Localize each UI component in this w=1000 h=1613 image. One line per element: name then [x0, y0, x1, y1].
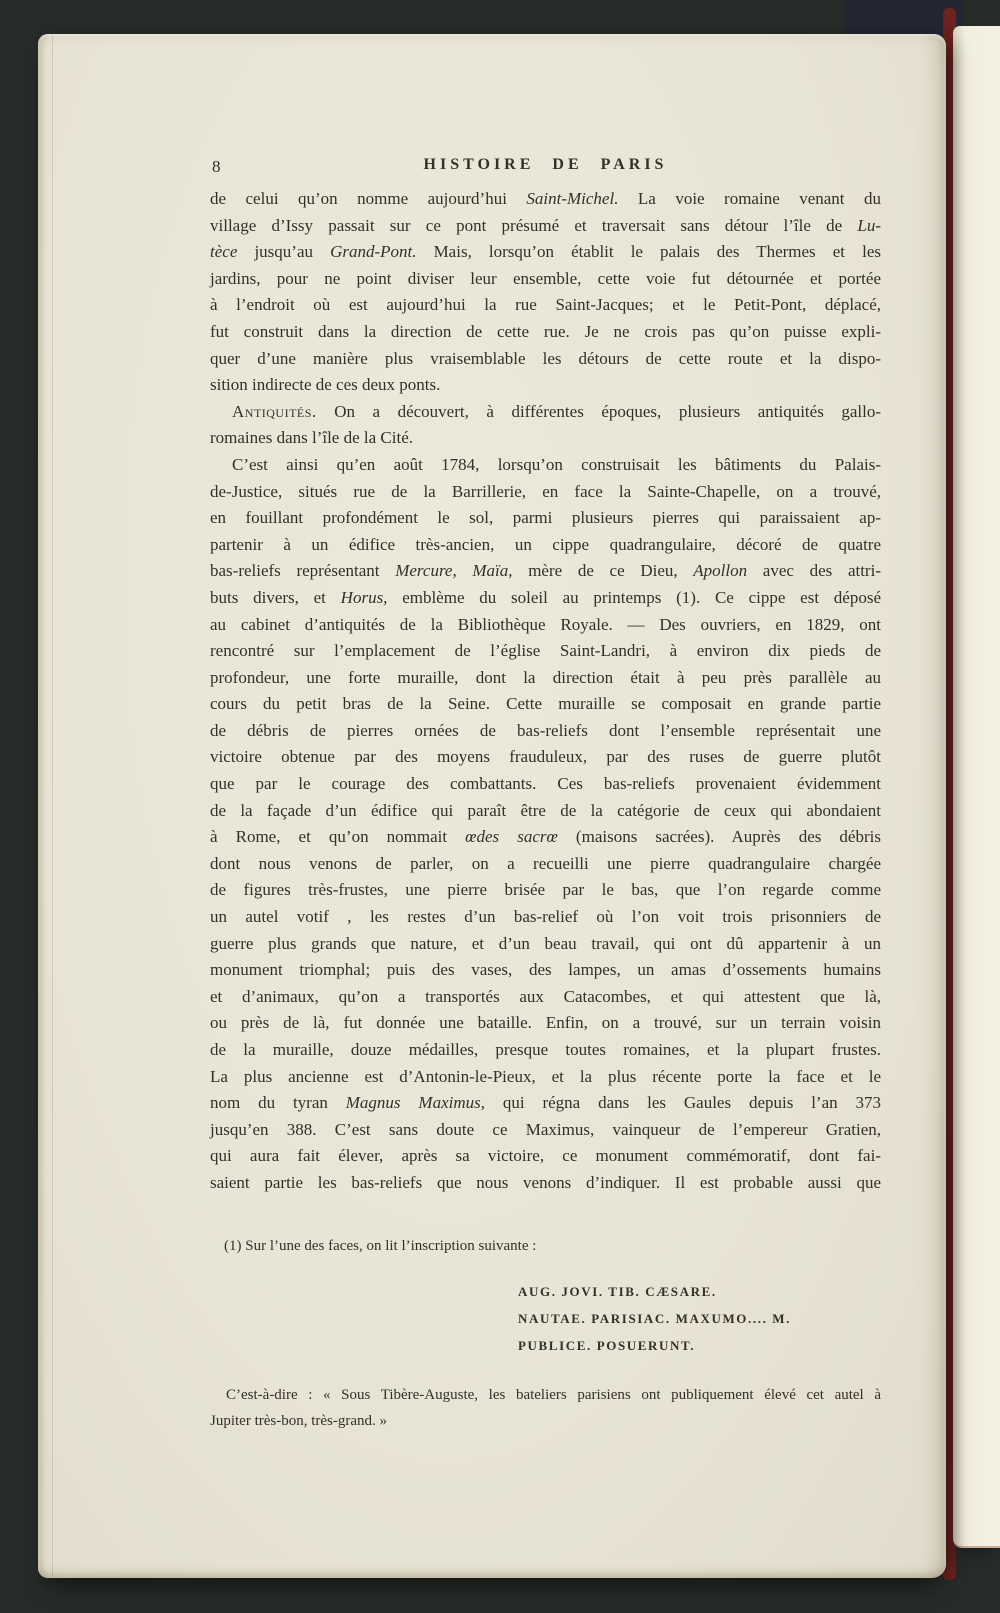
text-line: fut construit dans la direction de cette rue. Je ne crois pas qu’on puisse expli- [210, 321, 881, 341]
text-line: de celui qu’on nomme aujourd’hui Saint-Michel. La voie romaine venant du [210, 189, 881, 208]
text-line: romaines dans l’île de la Cité. [210, 428, 413, 448]
book-page [38, 34, 946, 1578]
text-line: de la façade d’un édifice qui paraît être de la catégorie de ceux qui abondaient [210, 800, 881, 820]
text-line: C’est ainsi qu’en août 1784, lorsqu’on construisait les bâtiments du Palais- [232, 454, 881, 474]
text-line: jardins, pour ne point diviser leur ensemble, cette voie fut détournée et portée [210, 268, 881, 288]
text-line: et d’animaux, qu’on a transportés aux Catacombes, et qui attestent que là, [210, 986, 881, 1006]
text-line: dont nous venons de parler, on a recueilli une pierre quadrangulaire chargée [210, 853, 881, 873]
inscription-line: NAUTAE. PARISIAC. MAXUMO.... M. [518, 1311, 791, 1326]
text-line: victoire obtenue par des moyens frauduleux, par des ruses de guerre plutôt [210, 747, 881, 767]
page-number: 8 [212, 157, 222, 176]
next-page-fore-edge [953, 26, 1000, 1548]
text-line: C’est-à-dire : « Sous Tibère-Auguste, les bateliers parisiens ont publiquement élevé cet autel à [226, 1387, 881, 1403]
text-line: profondeur, une forte muraille, dont la direction était à peu près parallèle au [210, 667, 881, 687]
text-line: que par le courage des combattants. Ces bas-reliefs provenaient évidemment [210, 774, 881, 794]
text-line: village d’Issy passait sur ce pont présumé et traversait sans détour l’île de Lu- [210, 215, 881, 235]
text-line: à l’endroit où est aujourd’hui la rue Saint-Jacques; et le Petit-Pont, déplacé, [210, 295, 881, 315]
text-line: La plus ancienne est d’Antonin-le-Pieux, et la plus récente porte la face et le [210, 1066, 881, 1086]
text-line: un autel votif , les restes d’un bas-relief où l’on voit trois prisonniers de [210, 907, 881, 927]
footnote-intro: (1) Sur l’une des faces, on lit l’inscription suivante : [224, 1238, 537, 1254]
text-line: guerre plus grands que nature, et d’un beau travail, qui ont dû appartenir à un [210, 933, 881, 953]
text-line: de la muraille, douze médailles, presque toutes romaines, et la plupart frustes. [210, 1040, 881, 1059]
text-line: qui aura fait élever, après sa victoire, ce monument commémoratif, dont fai- [210, 1146, 881, 1166]
page-header [210, 156, 881, 184]
page-body [210, 186, 881, 1197]
text-line: de figures très-frustes, une pierre brisée par le bas, que l’on regarde comme [210, 880, 881, 900]
text-line: ou près de là, fut donnée une bataille. Enfin, on a trouvé, sur un terrain voisin [210, 1013, 881, 1033]
text-line: quer d’une manière plus vraisemblable les détours de cette route et la dispo- [210, 348, 881, 368]
text-line: monument triomphal; puis des vases, des lampes, un amas d’ossements humains [210, 960, 881, 980]
text-line: nom du tyran Magnus Maximus, qui régna dans les Gaules depuis l’an 373 [210, 1093, 881, 1113]
text-line: sition indirecte de ces deux ponts. [210, 375, 441, 395]
text-line: partenir à un édifice très-ancien, un cippe quadrangulaire, décoré de quatre [210, 534, 881, 554]
footnote-translation [210, 1382, 881, 1434]
text-line: de débris de pierres ornées de bas-reliefs dont l’ensemble représentait une [210, 720, 881, 740]
text-line: en fouillant profondément le sol, parmi plusieurs pierres qui paraissaient ap- [210, 508, 881, 528]
text-line: à Rome, et qu’on nommait œdes sacrœ (maisons sacrées). Auprès des débris [210, 827, 881, 847]
text-line: cours du petit bras de la Seine. Cette muraille se composait en grande partie [210, 694, 881, 714]
paragraph [210, 452, 881, 1197]
text-line: tèce jusqu’au Grand-Pont. Mais, lorsqu’on établit le palais des Thermes et les [210, 242, 881, 262]
text-line: rencontré sur l’emplacement de l’église Saint-Landri, à environ dix pieds de [210, 641, 881, 661]
text-line: Jupiter très-bon, très-grand. » [210, 1413, 388, 1429]
latin-inscription [518, 1278, 791, 1359]
text-line: saient partie les bas-reliefs que nous venons d’indiquer. Il est probable aussi que [210, 1172, 881, 1192]
inscription-line: PUBLICE. POSUERUNT. [518, 1338, 696, 1353]
text-line: au cabinet d’antiquités de la Bibliothèque Royale. — Des ouvriers, en 1829, ont [210, 614, 881, 634]
text-line: Antiquités. On a découvert, à différentes époques, plusieurs antiquités gallo- [232, 401, 881, 421]
text-line: bas-reliefs représentant Mercure, Maïa, mère de ce Dieu, Apollon avec des attri- [210, 561, 881, 581]
text-line: de-Justice, situés rue de la Barrillerie, en face la Sainte-Chapelle, on a trouvé, [210, 481, 881, 501]
text-line: buts divers, et Horus, emblème du soleil au printemps (1). Ce cippe est déposé [210, 587, 881, 607]
text-line: jusqu’en 388. C’est sans doute ce Maximus, vainqueur de l’empereur Gratien, [210, 1119, 881, 1139]
paragraph [210, 399, 881, 452]
running-title: HISTOIRE DE PARIS [423, 156, 668, 173]
paragraph [210, 186, 881, 399]
inscription-line: AUG. JOVI. TIB. CÆSARE. [518, 1284, 717, 1299]
